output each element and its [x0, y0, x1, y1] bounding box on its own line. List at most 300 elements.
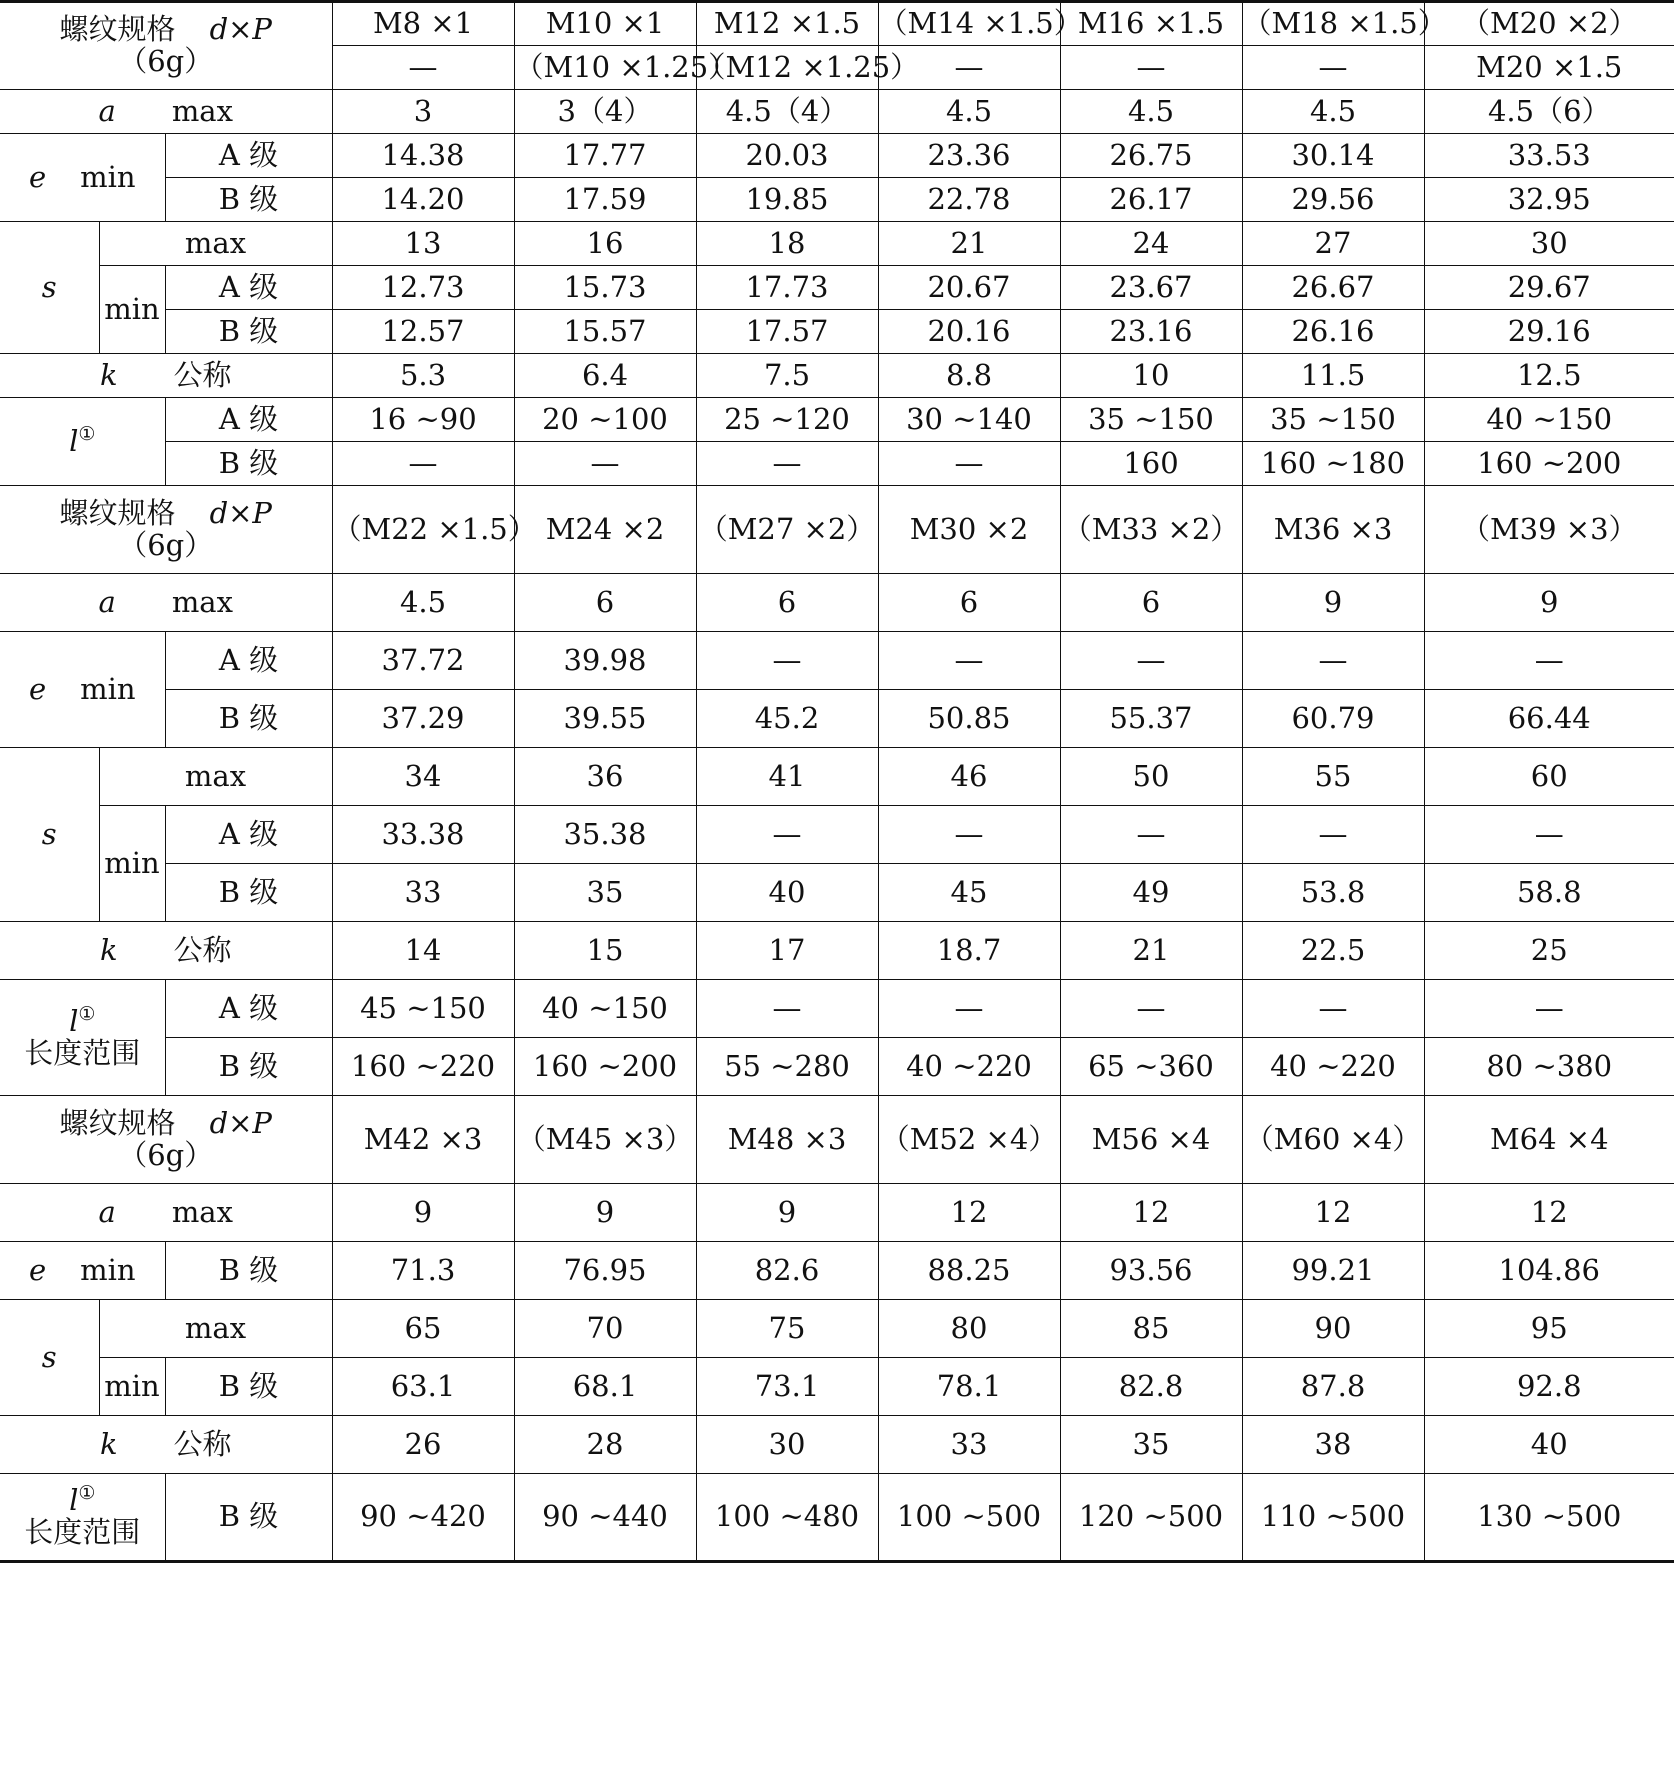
- thread-spec-cell: M48 ×3: [696, 1096, 878, 1184]
- s-max-label: [99, 748, 332, 806]
- spec-line: [0, 495, 332, 530]
- s-max-cell: 60: [1424, 748, 1674, 806]
- nominal-label: 公称: [173, 1426, 232, 1461]
- thread-spec-cell: M30 ×2: [878, 486, 1060, 574]
- max-label: max: [184, 758, 247, 793]
- e-min-b-cell: 93.56: [1060, 1242, 1242, 1300]
- s-max-cell: 16: [514, 222, 696, 266]
- footnote-marker: ①: [78, 422, 96, 445]
- s-min-a-cell: 35.38: [514, 806, 696, 864]
- table-body: [0, 2, 1674, 1562]
- table-row: [0, 980, 1674, 1038]
- table-row: [0, 2, 1674, 46]
- s-min-b-cell: 33: [332, 864, 514, 922]
- grade-text: B 级: [218, 1499, 279, 1534]
- l-b-cell: 110 ~500: [1242, 1474, 1424, 1562]
- grade-b-label: [165, 1038, 332, 1096]
- a-max-cell: 9: [696, 1184, 878, 1242]
- s-min-a-cell: 29.67: [1424, 266, 1674, 310]
- table-row: [0, 1038, 1674, 1096]
- grade-b-label: [165, 1242, 332, 1300]
- e-min-a-cell: 14.38: [332, 134, 514, 178]
- thread-spec-header: [0, 2, 332, 90]
- l-a-cell: —: [696, 980, 878, 1038]
- s-min-b-cell: 49: [1060, 864, 1242, 922]
- grade-text: A 级: [218, 990, 279, 1025]
- tolerance-line: [0, 1137, 332, 1172]
- grade-text: B 级: [218, 700, 279, 735]
- s-min-label: [99, 806, 165, 922]
- table-row: [0, 632, 1674, 690]
- s-min-b-cell: 53.8: [1242, 864, 1424, 922]
- a-max-cell: 3（4）: [514, 90, 696, 134]
- footnote-marker: ①: [78, 1002, 96, 1025]
- min-label: min: [80, 159, 136, 194]
- e-symbol: e: [28, 1252, 47, 1287]
- e-min-b-cell: 66.44: [1424, 690, 1674, 748]
- e-min-a-cell: 23.36: [878, 134, 1060, 178]
- grade-text: B 级: [218, 1368, 279, 1403]
- table-row: [0, 1096, 1674, 1184]
- thread-spec-cell: M12 ×1.5: [696, 2, 878, 46]
- a-max-label: [0, 1184, 332, 1242]
- tolerance-line: [0, 46, 332, 78]
- e-min-a-cell: 37.72: [332, 632, 514, 690]
- s-min-b-cell: 20.16: [878, 310, 1060, 354]
- k-nominal-cell: 12.5: [1424, 354, 1674, 398]
- l-a-cell: 35 ~150: [1060, 398, 1242, 442]
- s-max-cell: 30: [1424, 222, 1674, 266]
- grade-b-label: [165, 864, 332, 922]
- e-symbol: e: [28, 159, 47, 194]
- e-min-b-cell: 55.37: [1060, 690, 1242, 748]
- s-min-a-cell: —: [696, 806, 878, 864]
- s-min-b-cell: 26.16: [1242, 310, 1424, 354]
- table-row: [0, 266, 1674, 310]
- nominal-label: 公称: [173, 932, 232, 967]
- thread-spec-cell: M20 ×1.5: [1424, 46, 1674, 90]
- s-min-a-cell: 15.73: [514, 266, 696, 310]
- s-max-cell: 34: [332, 748, 514, 806]
- s-min-a-cell: —: [1060, 806, 1242, 864]
- e-min-b-cell: 45.2: [696, 690, 878, 748]
- max-label: max: [184, 225, 247, 260]
- e-min-a-cell: —: [1242, 632, 1424, 690]
- spec-label: 螺纹规格: [59, 12, 176, 47]
- s-max-cell: 13: [332, 222, 514, 266]
- l-line: [0, 1002, 165, 1038]
- s-max-cell: 95: [1424, 1300, 1674, 1358]
- a-max-cell: 9: [514, 1184, 696, 1242]
- k-nominal-cell: 25: [1424, 922, 1674, 980]
- s-min-a-cell: 20.67: [878, 266, 1060, 310]
- grade-text: A 级: [218, 137, 279, 172]
- spec-label: 螺纹规格: [59, 495, 176, 530]
- thread-spec-cell: M36 ×3: [1242, 486, 1424, 574]
- l-line: [0, 422, 165, 458]
- s-symbol: s: [41, 269, 57, 304]
- grade-text: A 级: [218, 401, 279, 436]
- nominal-label: 公称: [173, 357, 232, 392]
- a-max-cell: 12: [1060, 1184, 1242, 1242]
- table-row: [0, 222, 1674, 266]
- e-min-b-cell: 29.56: [1242, 178, 1424, 222]
- k-symbol: k: [99, 932, 118, 967]
- table-row: [0, 1300, 1674, 1358]
- s-min-b-cell: 63.1: [332, 1358, 514, 1416]
- l-a-cell: 45 ~150: [332, 980, 514, 1038]
- s-max-cell: 65: [332, 1300, 514, 1358]
- thread-spec-cell: —: [1060, 46, 1242, 90]
- thread-spec-cell: M56 ×4: [1060, 1096, 1242, 1184]
- l-b-cell: 100 ~480: [696, 1474, 878, 1562]
- e-min-b-cell: 19.85: [696, 178, 878, 222]
- e-min-b-cell: 22.78: [878, 178, 1060, 222]
- k-nominal-label: [0, 922, 332, 980]
- s-min-b-cell: 17.57: [696, 310, 878, 354]
- grade-b-label: [165, 178, 332, 222]
- grade-a-label: [165, 266, 332, 310]
- thread-spec-cell: （M14 ×1.5）: [878, 2, 1060, 46]
- thread-spec-cell: （M20 ×2）: [1424, 2, 1674, 46]
- k-nominal-cell: 35: [1060, 1416, 1242, 1474]
- s-min-a-cell: 33.38: [332, 806, 514, 864]
- e-min-label: [0, 1242, 165, 1300]
- s-min-b-cell: 35: [514, 864, 696, 922]
- s-max-label: [99, 222, 332, 266]
- table-row: [0, 310, 1674, 354]
- min-label: min: [104, 845, 160, 880]
- s-label: [0, 222, 99, 354]
- s-max-cell: 70: [514, 1300, 696, 1358]
- s-max-label: [99, 1300, 332, 1358]
- l-b-cell: 80 ~380: [1424, 1038, 1674, 1096]
- grade-text: A 级: [218, 642, 279, 677]
- k-symbol: k: [99, 357, 118, 392]
- s-min-b-cell: 68.1: [514, 1358, 696, 1416]
- table-row: [0, 1474, 1674, 1562]
- s-min-b-cell: 40: [696, 864, 878, 922]
- l-b-cell: 160: [1060, 442, 1242, 486]
- min-label: min: [104, 291, 160, 326]
- length-range-label: 长度范围: [24, 1035, 141, 1070]
- table-row: [0, 1242, 1674, 1300]
- max-label: max: [171, 1194, 233, 1229]
- l-a-cell: —: [1242, 980, 1424, 1038]
- thread-spec-cell: M16 ×1.5: [1060, 2, 1242, 46]
- k-nominal-cell: 6.4: [514, 354, 696, 398]
- l-b-cell: 90 ~440: [514, 1474, 696, 1562]
- table-row: [0, 178, 1674, 222]
- s-min-b-cell: 87.8: [1242, 1358, 1424, 1416]
- table-row: [0, 690, 1674, 748]
- a-max-cell: 4.5: [1242, 90, 1424, 134]
- k-nominal-cell: 33: [878, 1416, 1060, 1474]
- s-min-b-cell: 58.8: [1424, 864, 1674, 922]
- e-min-b-cell: 17.59: [514, 178, 696, 222]
- s-symbol: s: [41, 816, 57, 851]
- spec-label: 螺纹规格: [59, 1105, 176, 1140]
- l-label: [0, 980, 165, 1096]
- k-nominal-cell: 11.5: [1242, 354, 1424, 398]
- thread-spec-header: [0, 486, 332, 574]
- a-max-cell: 3: [332, 90, 514, 134]
- e-min-b-cell: 71.3: [332, 1242, 514, 1300]
- thread-spec-cell: （M45 ×3）: [514, 1096, 696, 1184]
- l-label: [0, 1474, 165, 1562]
- thread-spec-cell: （M33 ×2）: [1060, 486, 1242, 574]
- length-range-label: 长度范围: [24, 1515, 141, 1549]
- k-nominal-cell: 10: [1060, 354, 1242, 398]
- e-min-b-cell: 32.95: [1424, 178, 1674, 222]
- l-symbol: l: [69, 1483, 79, 1518]
- tolerance-label: （6g）: [118, 44, 214, 78]
- l-a-cell: 40 ~150: [514, 980, 696, 1038]
- thread-spec-cell: （M18 ×1.5）: [1242, 2, 1424, 46]
- grade-b-label: [165, 690, 332, 748]
- spec-line: [0, 1105, 332, 1140]
- e-min-label: [0, 134, 165, 222]
- grade-text: B 级: [218, 181, 279, 216]
- e-min-a-cell: 17.77: [514, 134, 696, 178]
- a-max-cell: 4.5: [878, 90, 1060, 134]
- s-min-a-cell: —: [1242, 806, 1424, 864]
- grade-b-label: [165, 310, 332, 354]
- l-b-cell: 160 ~180: [1242, 442, 1424, 486]
- l-line: [0, 1482, 165, 1518]
- l-b-cell: —: [696, 442, 878, 486]
- table-row: [0, 574, 1674, 632]
- a-max-cell: 9: [332, 1184, 514, 1242]
- length-range-line: [0, 1035, 165, 1070]
- e-min-b-cell: 26.17: [1060, 178, 1242, 222]
- e-min-a-cell: —: [1424, 632, 1674, 690]
- a-max-cell: 6: [1060, 574, 1242, 632]
- s-min-b-cell: 78.1: [878, 1358, 1060, 1416]
- a-max-cell: 12: [1424, 1184, 1674, 1242]
- e-min-b-cell: 76.95: [514, 1242, 696, 1300]
- a-max-cell: 9: [1424, 574, 1674, 632]
- k-nominal-cell: 7.5: [696, 354, 878, 398]
- s-min-b-cell: 15.57: [514, 310, 696, 354]
- grade-a-label: [165, 632, 332, 690]
- table-row: [0, 90, 1674, 134]
- spec-symbol: d×P: [209, 1105, 272, 1140]
- e-min-a-cell: —: [696, 632, 878, 690]
- l-label: [0, 398, 165, 486]
- k-nominal-cell: 5.3: [332, 354, 514, 398]
- a-max-cell: 12: [878, 1184, 1060, 1242]
- e-min-b-cell: 104.86: [1424, 1242, 1674, 1300]
- k-nominal-cell: 14: [332, 922, 514, 980]
- a-max-cell: 4.5: [332, 574, 514, 632]
- table-row: [0, 1416, 1674, 1474]
- k-symbol: k: [99, 1426, 118, 1461]
- e-min-label: [0, 632, 165, 748]
- s-min-a-cell: —: [878, 806, 1060, 864]
- s-min-label: [99, 266, 165, 354]
- thread-spec-cell: M42 ×3: [332, 1096, 514, 1184]
- a-symbol: a: [98, 1194, 116, 1229]
- grade-text: B 级: [218, 445, 279, 480]
- min-label: min: [80, 1252, 136, 1287]
- k-nominal-cell: 30: [696, 1416, 878, 1474]
- footnote-marker: ①: [78, 1482, 96, 1505]
- grade-a-label: [165, 398, 332, 442]
- thread-spec-cell: M24 ×2: [514, 486, 696, 574]
- s-max-cell: 80: [878, 1300, 1060, 1358]
- l-b-cell: —: [878, 442, 1060, 486]
- a-max-label: [0, 90, 332, 134]
- max-label: max: [171, 93, 233, 128]
- s-max-cell: 50: [1060, 748, 1242, 806]
- table-row: [0, 748, 1674, 806]
- a-symbol: a: [98, 93, 116, 128]
- l-b-cell: 90 ~420: [332, 1474, 514, 1562]
- a-max-cell: 12: [1242, 1184, 1424, 1242]
- k-nominal-cell: 26: [332, 1416, 514, 1474]
- spec-symbol: d×P: [209, 12, 272, 47]
- e-min-b-cell: 99.21: [1242, 1242, 1424, 1300]
- a-max-cell: 9: [1242, 574, 1424, 632]
- e-min-a-cell: —: [878, 632, 1060, 690]
- s-min-a-cell: 17.73: [696, 266, 878, 310]
- thread-spec-cell: （M12 ×1.25）: [696, 46, 878, 90]
- tolerance-label: （6g）: [118, 527, 214, 562]
- thread-spec-cell: （M52 ×4）: [878, 1096, 1060, 1184]
- max-label: max: [171, 584, 233, 619]
- min-label: min: [104, 1368, 160, 1403]
- grade-b-label: [165, 1474, 332, 1562]
- s-min-a-cell: 12.73: [332, 266, 514, 310]
- thread-spec-cell: （M22 ×1.5）: [332, 486, 514, 574]
- l-b-cell: 160 ~220: [332, 1038, 514, 1096]
- k-nominal-cell: 8.8: [878, 354, 1060, 398]
- thread-spec-cell: （M10 ×1.25）: [514, 46, 696, 90]
- grade-text: B 级: [218, 313, 279, 348]
- s-min-b-cell: 82.8: [1060, 1358, 1242, 1416]
- e-min-a-cell: 30.14: [1242, 134, 1424, 178]
- table-row: [0, 1184, 1674, 1242]
- s-min-b-cell: 73.1: [696, 1358, 878, 1416]
- e-min-b-cell: 60.79: [1242, 690, 1424, 748]
- a-max-cell: 6: [696, 574, 878, 632]
- k-nominal-label: [0, 1416, 332, 1474]
- table-row: [0, 134, 1674, 178]
- s-symbol: s: [41, 1339, 57, 1374]
- l-a-cell: 20 ~100: [514, 398, 696, 442]
- e-min-b-cell: 39.55: [514, 690, 696, 748]
- s-min-b-cell: 29.16: [1424, 310, 1674, 354]
- e-min-b-cell: 88.25: [878, 1242, 1060, 1300]
- table-row: [0, 398, 1674, 442]
- s-label: [0, 1300, 99, 1416]
- l-b-cell: 55 ~280: [696, 1038, 878, 1096]
- k-nominal-cell: 21: [1060, 922, 1242, 980]
- table-row: [0, 486, 1674, 574]
- l-a-cell: —: [1424, 980, 1674, 1038]
- grade-text: B 级: [218, 1252, 279, 1287]
- e-min-b-cell: 50.85: [878, 690, 1060, 748]
- l-symbol: l: [69, 1003, 79, 1038]
- s-min-a-cell: —: [1424, 806, 1674, 864]
- k-nominal-cell: 18.7: [878, 922, 1060, 980]
- thread-spec-cell: （M27 ×2）: [696, 486, 878, 574]
- min-label: min: [80, 671, 136, 706]
- grade-a-label: [165, 134, 332, 178]
- l-a-cell: —: [878, 980, 1060, 1038]
- s-max-cell: 85: [1060, 1300, 1242, 1358]
- length-range-line: [0, 1517, 165, 1549]
- e-min-a-cell: 20.03: [696, 134, 878, 178]
- spec-symbol: d×P: [209, 495, 272, 530]
- a-max-cell: 6: [514, 574, 696, 632]
- s-min-a-cell: 23.67: [1060, 266, 1242, 310]
- grade-a-label: [165, 980, 332, 1038]
- grade-b-label: [165, 442, 332, 486]
- e-min-a-cell: 39.98: [514, 632, 696, 690]
- table-row: [0, 864, 1674, 922]
- thread-spec-cell: M8 ×1: [332, 2, 514, 46]
- grade-b-label: [165, 1358, 332, 1416]
- l-b-cell: 120 ~500: [1060, 1474, 1242, 1562]
- k-nominal-cell: 38: [1242, 1416, 1424, 1474]
- a-max-cell: 4.5（4）: [696, 90, 878, 134]
- s-max-cell: 24: [1060, 222, 1242, 266]
- s-max-cell: 21: [878, 222, 1060, 266]
- e-symbol: e: [28, 671, 47, 706]
- k-nominal-cell: 28: [514, 1416, 696, 1474]
- grade-a-label: [165, 806, 332, 864]
- l-a-cell: 30 ~140: [878, 398, 1060, 442]
- l-b-cell: 130 ~500: [1424, 1474, 1674, 1562]
- l-symbol: l: [69, 423, 79, 458]
- l-a-cell: 25 ~120: [696, 398, 878, 442]
- k-nominal-label: [0, 354, 332, 398]
- s-max-cell: 27: [1242, 222, 1424, 266]
- e-min-b-cell: 37.29: [332, 690, 514, 748]
- e-min-a-cell: 33.53: [1424, 134, 1674, 178]
- grade-text: B 级: [218, 1048, 279, 1083]
- e-min-b-cell: 14.20: [332, 178, 514, 222]
- grade-text: A 级: [218, 269, 279, 304]
- l-b-cell: 160 ~200: [514, 1038, 696, 1096]
- thread-spec-cell: —: [878, 46, 1060, 90]
- thread-spec-cell: —: [1242, 46, 1424, 90]
- l-b-cell: —: [332, 442, 514, 486]
- spec-line: [0, 14, 332, 46]
- s-min-b-cell: 23.16: [1060, 310, 1242, 354]
- table-row: [0, 1358, 1674, 1416]
- s-max-cell: 90: [1242, 1300, 1424, 1358]
- l-a-cell: 35 ~150: [1242, 398, 1424, 442]
- s-label: [0, 748, 99, 922]
- s-min-b-cell: 12.57: [332, 310, 514, 354]
- s-max-cell: 55: [1242, 748, 1424, 806]
- table-row: [0, 922, 1674, 980]
- l-a-cell: —: [1060, 980, 1242, 1038]
- a-max-cell: 6: [878, 574, 1060, 632]
- s-max-cell: 75: [696, 1300, 878, 1358]
- tolerance-label: （6g）: [118, 1137, 214, 1172]
- l-b-cell: 40 ~220: [878, 1038, 1060, 1096]
- thread-spec-cell: M64 ×4: [1424, 1096, 1674, 1184]
- k-nominal-cell: 15: [514, 922, 696, 980]
- s-min-b-cell: 92.8: [1424, 1358, 1674, 1416]
- l-b-cell: 40 ~220: [1242, 1038, 1424, 1096]
- table-row: [0, 442, 1674, 486]
- a-max-cell: 4.5: [1060, 90, 1242, 134]
